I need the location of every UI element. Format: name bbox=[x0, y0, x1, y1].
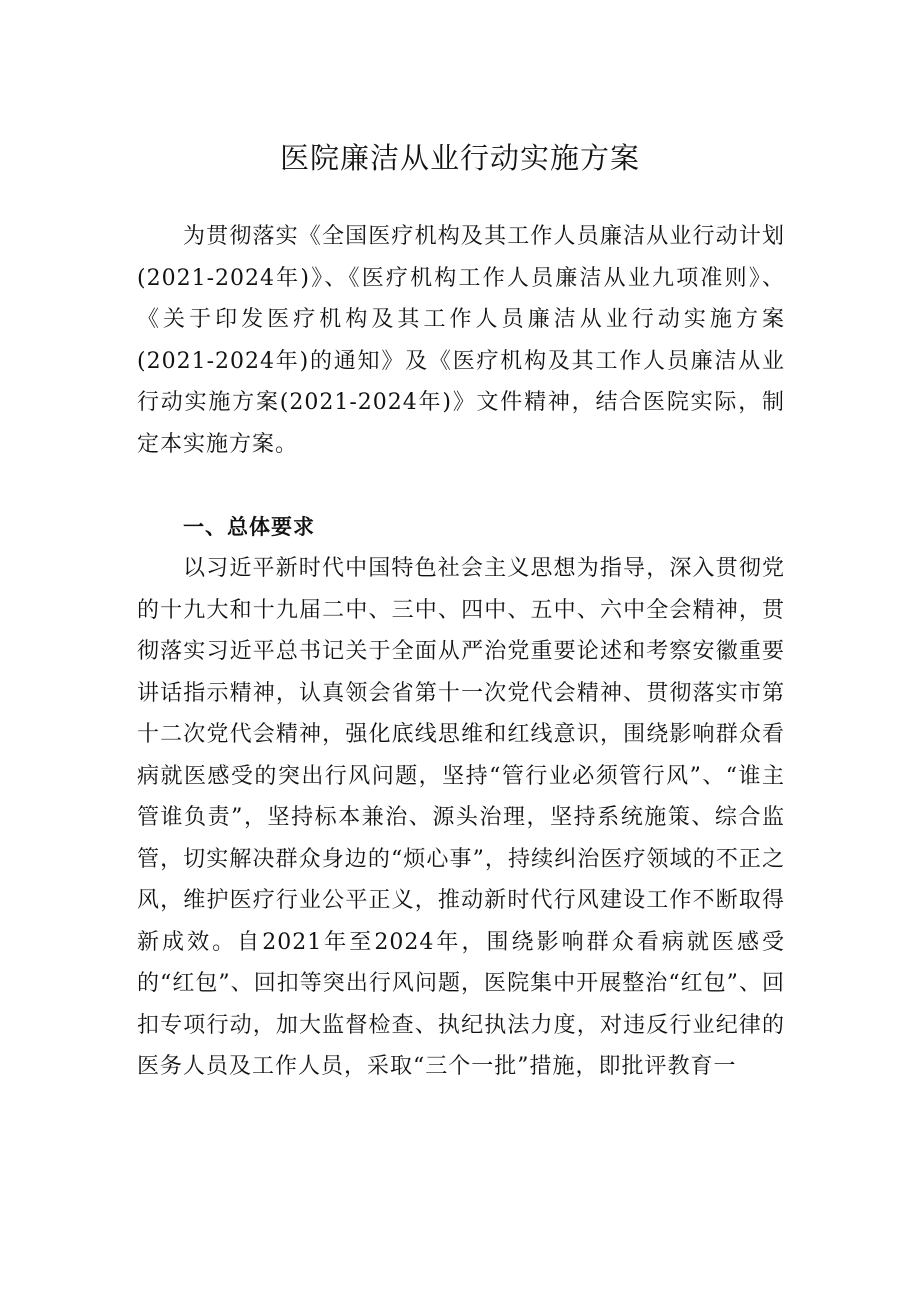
intro-paragraph: 为贯彻落实《全国医疗机构及其工作人员廉洁从业行动计划(2021-2024年)》、《医疗机构工作人员廉洁从业九项准则》、《关于印发医疗机构及其工作人员廉洁从业行动实施方案(2021-2024年)的通知》及《医疗机构及其工作人员廉洁从业行动实施方案(2021-2024年)》文件精神，结合医院实际，制定本实施方案。 bbox=[137, 224, 785, 457]
section-heading: 一、总体要求 bbox=[183, 515, 315, 539]
document-title: 医院廉洁从业行动实施方案 bbox=[279, 141, 640, 175]
section-paragraph: 以习近平新时代中国特色社会主义思想为指导，深入贯彻党的十九大和十九届二中、三中、四中、五中、六中全会精神，贯彻落实习近平总书记关于全面从严治党重要论述和考察安徽重要讲话指示精神，认真领会省第十一次党代会精神、贯彻落实市第十二次党代会精神，强化底线思维和红线意识，围绕影响群众看病就医感受的突出行风问题，坚持“管行业必须管行风”、“谁主管谁负责”，坚持标本兼治、源头治理，坚持系统施策、综合监管，切实解决群众身边的“烦心事”，持续纠治医疗领域的不正之风，维护医疗行业公平正义，推动新时代行风建设工作不断取得新成效。自2021年至2024年，围绕影响群众看病就医感受的“红包”、回扣等突出行风问题，医院集中开展整治“红包”、回扣专项行动，加大监督检查、执纪执法力度，对违反行业纪律的医务人员及工作人员，采取“三个一批”措施，即批评教育一 bbox=[137, 556, 785, 1079]
